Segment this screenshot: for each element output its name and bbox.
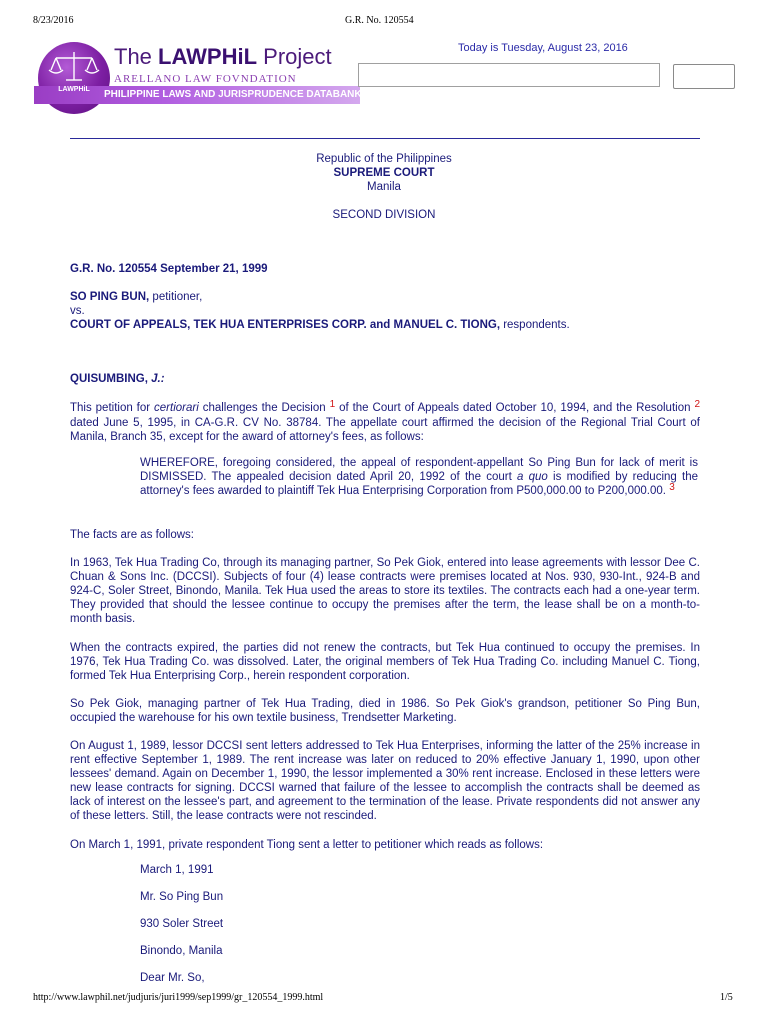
versus: vs. <box>70 305 85 317</box>
paragraph-3: In 1963, Tek Hua Trading Co, through its managing partner, So Pek Giok, entered into lease agreements with lessor Dee C. Chuan & Sons Inc. (DCCSI). Subjects of four (4) lease contracts were premises located at Nos. 930, 930-Int., 924-B and 924-C, Soler Street, Binondo, Manila. Tek Hua used the areas to store its textiles. The contracts each had a one-year term. They provided that should the lessee continue to occupy the premises after the term, the lease shall be on a month-to-month basis. <box>70 557 700 625</box>
print-title: G.R. No. 120554 <box>345 15 414 26</box>
paragraph-6: On August 1, 1989, lessor DCCSI sent letters addressed to Tek Hua Enterprises, informing the latter of the 25% increase in rent effective September 1, 1989. The rent increase was later on reduced to 20% effective January 1, 1990, upon other lessees' demand. Again on December 1, 1990, the lessor implemented a 30% rent increase. Enclosed in these letters were new lease contracts for signing. DCCSI warned that failure of the lessee to accomplish the contracts shall be deemed as lack of interest on the lessee's part, and agreement to the termination of the lease. Private respondents did not answer any of these letters. Still, the lease contracts were not rescinded. <box>70 740 700 822</box>
letter-salutation: Dear Mr. So, <box>140 972 205 984</box>
logo-small-text: LAWPHiL <box>58 86 90 93</box>
logo-databank-bar: PHILIPPINE LAWS AND JURISPRUDENCE DATABANK <box>34 86 360 104</box>
logo-subtitle: ARELLANO LAW FOVNDATION <box>114 73 297 85</box>
print-page-number: 1/5 <box>720 992 733 1003</box>
ponente: QUISUMBING, J.: <box>70 373 165 385</box>
letter-street: 930 Soler Street <box>140 918 224 930</box>
court-city: Manila <box>367 181 401 193</box>
petitioner-line: SO PING BUN, petitioner, <box>70 291 203 303</box>
search-input[interactable] <box>358 63 660 87</box>
paragraph-4: When the contracts expired, the parties did not renew the contracts, but Tek Hua continued to occupy the premises. In 1976, Tek Hua Trading Co. was dissolved. Later, the original members of Tek Hua Trading Co. including Manuel C. Tiong, formed Tek Hua Enterprising Corp., herein respondent corporation. <box>70 642 700 682</box>
paragraph-2: The facts are as follows: <box>70 529 194 541</box>
letter-date: March 1, 1991 <box>140 864 214 876</box>
print-url: http://www.lawphil.net/judjuris/juri1999/sep1999/gr_120554_1999.html <box>33 992 324 1003</box>
case-number: G.R. No. 120554 September 21, 1999 <box>70 263 268 275</box>
footnote-ref-1[interactable]: 1 <box>329 399 336 410</box>
logo-title: The LAWPHiL Project <box>114 44 332 69</box>
paragraph-7: On March 1, 1991, private respondent Tiong sent a letter to petitioner which reads as follows: <box>70 839 544 851</box>
print-date: 8/23/2016 <box>33 15 74 26</box>
paragraph-5: So Pek Giok, managing partner of Tek Hua Trading, died in 1986. So Pek Giok's grandson, petitioner So Ping Bun, occupied the warehouse for his own textile business, Trendsetter Marketing. <box>70 698 700 724</box>
scales-of-justice-icon <box>44 46 104 86</box>
today-date: Today is Tuesday, August 23, 2016 <box>458 42 628 54</box>
republic-heading: Republic of the Philippines <box>316 153 452 165</box>
letter-city: Binondo, Manila <box>140 945 223 957</box>
lawphil-logo[interactable] <box>34 38 360 116</box>
division-heading: SECOND DIVISION <box>332 209 436 221</box>
search-button[interactable] <box>673 64 735 89</box>
paragraph-1: This petition for certiorari challenges the Decision 1 of the Court of Appeals dated October 10, 1994, and the Resolution 2 dated June 5, 1995, in CA-G.R. CV No. 38784. The appellate court affirmed the decision of the Regional Trial Court of Manila, Branch 35, except for the award of attorney's fees, as follows: <box>70 399 700 443</box>
footnote-ref-2[interactable]: 2 <box>694 399 700 410</box>
court-name: SUPREME COURT <box>333 167 435 179</box>
quoted-decision: WHEREFORE, foregoing considered, the appeal of respondent-appellant So Ping Bun for lack of merit is DISMISSED. The appealed decision dated April 20, 1992 of the court a quo is modified by reducing the attorney's fees awarded to plaintiff Tek Hua Enterprising Corporation from P500,000.00 to P200,000.00. 3 <box>140 457 699 497</box>
letter-addressee: Mr. So Ping Bun <box>140 891 224 903</box>
respondents-line: COURT OF APPEALS, TEK HUA ENTERPRISES CORP. and MANUEL C. TIONG, respondents. <box>70 319 570 331</box>
header-divider <box>70 138 700 139</box>
footnote-ref-3[interactable]: 3 <box>669 482 675 493</box>
